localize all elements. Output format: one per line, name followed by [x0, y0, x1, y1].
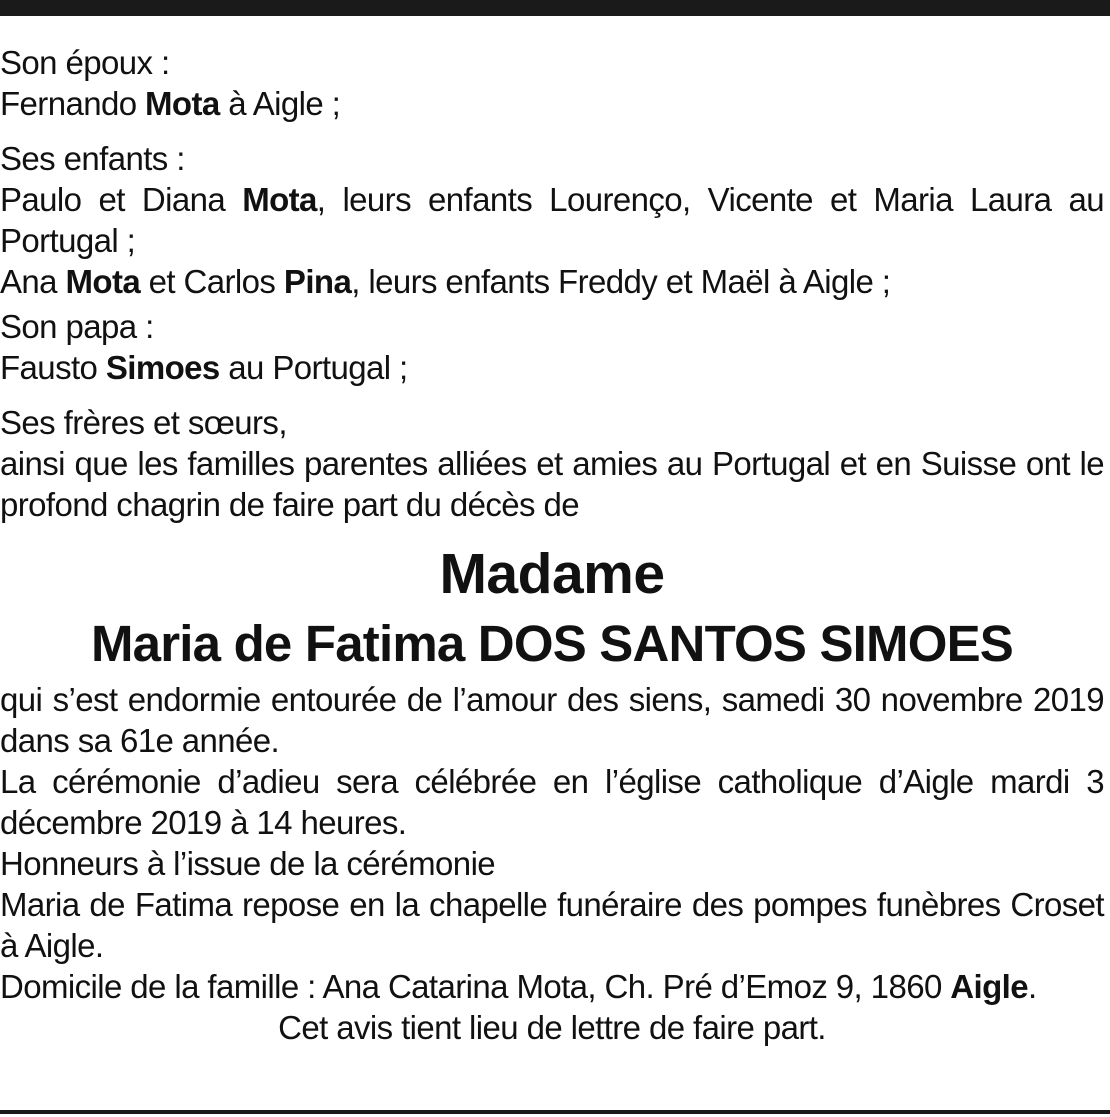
father-heading: Son papa : [0, 308, 154, 345]
father-first-name: Fausto [0, 349, 98, 386]
spacer [0, 388, 1104, 402]
top-rule [0, 0, 1110, 16]
address-end: . [1027, 968, 1037, 1005]
spouse-heading: Son époux : [0, 44, 170, 81]
ceremony-details: La cérémonie d’adieu sera célébrée en l’église catholique d’Aigle mardi 3 décembre 2019 à 14 heures. [0, 763, 1104, 841]
deceased-name: Maria de Fatima DOS SANTOS SIMOES [90, 615, 1014, 672]
spacer [0, 525, 1104, 539]
death-details: qui s’est endormie entourée de l’amour des siens, samedi 30 novembre 2019 dans sa 61e année. [0, 681, 1104, 759]
deceased-title: Madame [439, 542, 665, 606]
spouse-first-name: Fernando [0, 85, 137, 122]
families-announcement: ainsi que les familles parentes alliées et amies au Portugal et en Suisse ont le profond chagrin de faire part du décès de [0, 445, 1104, 523]
children-1-names: Paulo et Diana [0, 181, 226, 218]
rest-place: Maria de Fatima repose en la chapelle funéraire des pompes funèbres Croset à Aigle. [0, 886, 1104, 964]
family-address [0, 966, 1104, 1007]
father-surname: Simoes [105, 349, 220, 386]
children-1-rest: , leurs enfants Lourenço, Vicente et Maria Laura au Portugal ; [0, 181, 1104, 259]
children-heading: Ses enfants : [0, 140, 185, 177]
bottom-rule [0, 1110, 1110, 1114]
children-2-surname-1: Mota [65, 263, 141, 300]
children-1-surname: Mota [242, 181, 317, 218]
address-text: Domicile de la famille : Ana Catarina Mota, Ch. Pré d’Emoz 9, 1860 [0, 968, 942, 1005]
honours-line: Honneurs à l’issue de la cérémonie [0, 845, 496, 882]
closing-line: Cet avis tient lieu de lettre de faire part. [278, 1009, 826, 1046]
children-2-mid: et Carlos [148, 263, 276, 300]
father-location: au Portugal ; [228, 349, 408, 386]
siblings-line: Ses frères et sœurs, [0, 404, 287, 441]
father-line [0, 347, 1104, 388]
children-line-2 [0, 261, 1104, 302]
children-2-first: Ana [0, 263, 57, 300]
spouse-location: à Aigle ; [228, 85, 341, 122]
address-city: Aigle [950, 968, 1028, 1005]
spacer [0, 124, 1104, 138]
children-2-surname-2: Pina [283, 263, 352, 300]
children-2-rest: , leurs enfants Freddy et Maël à Aigle ; [351, 263, 891, 300]
spouse-surname: Mota [145, 85, 220, 122]
children-line-1 [0, 179, 1104, 261]
obituary-notice [0, 42, 1104, 1048]
spouse-line [0, 83, 1104, 124]
